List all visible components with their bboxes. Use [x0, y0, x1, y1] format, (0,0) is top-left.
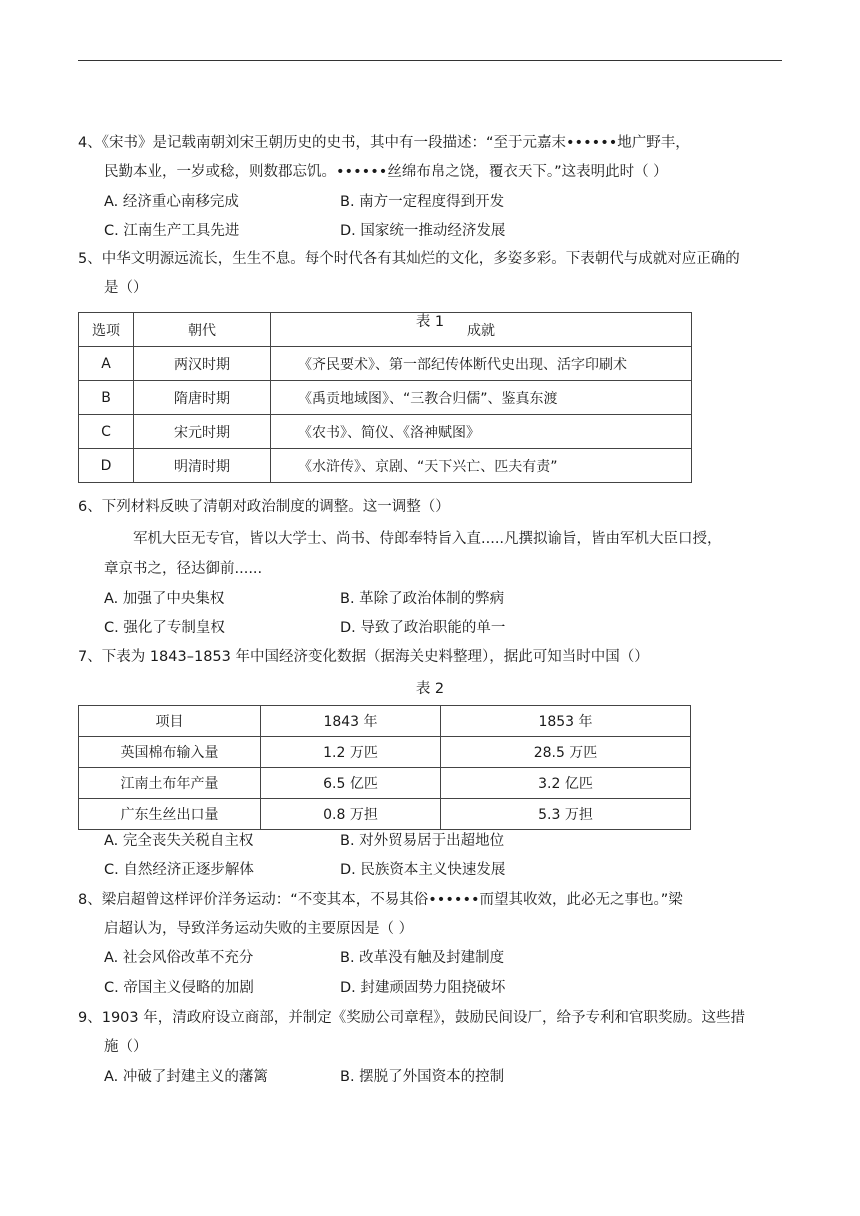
- table-cell: 两汉时期: [134, 347, 271, 381]
- table-row: [79, 347, 692, 381]
- table1-caption: 表 1: [415, 314, 445, 330]
- q9-stem-line1: 9、1903 年，清政府设立商部，并制定《奖励公司章程》，鼓励民间设厂，给予专利和官职奖励。这些措: [78, 1010, 745, 1026]
- table2-caption: 表 2: [415, 681, 445, 697]
- q4-option-d: D. 国家统一推动经济发展: [340, 223, 506, 239]
- table-cell: 3.2 亿匹: [441, 768, 691, 799]
- table2-header-cell: 项目: [79, 706, 261, 737]
- table2-header-cell: 1853 年: [441, 706, 691, 737]
- table-cell: 28.5 万匹: [441, 737, 691, 768]
- q6-option-b: B. 革除了政治体制的弊病: [340, 591, 505, 607]
- table-cell: 宋元时期: [134, 415, 271, 449]
- q8-stem-line1: 8、梁启超曾这样评价洋务运动：“不变其本，不易其俗••••••而望其收效，此必无之事也。”梁: [78, 892, 683, 908]
- table-row: [79, 768, 691, 799]
- q9-option-a: A. 冲破了封建主义的藩篱: [104, 1069, 268, 1085]
- table-cell: C: [79, 415, 134, 449]
- q7-stem-line1: 7、下表为 1843–1853 年中国经济变化数据（据海关史料整理），据此可知当时中国（）: [78, 649, 649, 665]
- table-cell: 广东生丝出口量: [79, 799, 261, 830]
- q8-option-a: A. 社会风俗改革不充分: [104, 950, 254, 966]
- q7-option-b: B. 对外贸易居于出超地位: [340, 833, 505, 849]
- q7-option-d: D. 民族资本主义快速发展: [340, 862, 506, 878]
- q7-option-a: A. 完全丧失关税自主权: [104, 833, 254, 849]
- q5-stem-line1: 5、中华文明源远流长，生生不息。每个时代各有其灿烂的文化，多姿多彩。下表朝代与成就对应正确的: [78, 251, 740, 267]
- table-cell: B: [79, 381, 134, 415]
- q8-stem-line2: 启超认为，导致洋务运动失败的主要原因是（ ）: [104, 921, 414, 937]
- table-cell: 1.2 万匹: [261, 737, 441, 768]
- table1-header-cell: 选项: [79, 313, 134, 347]
- q4-option-b: B. 南方一定程度得到开发: [340, 194, 505, 210]
- table-cell: 隋唐时期: [134, 381, 271, 415]
- table-cell: D: [79, 449, 134, 483]
- table2: [78, 705, 691, 830]
- table2-header-cell: 1843 年: [261, 706, 441, 737]
- q4-stem-line2: 民勤本业，一岁或稔，则数郡忘饥。••••••丝绵布帛之饶，覆衣天下。”这表明此时（ ）: [104, 164, 668, 180]
- table-cell: 英国棉布输入量: [79, 737, 261, 768]
- table-cell: 《齐民要术》、第一部纪传体断代史出现、活字印刷术: [271, 347, 692, 381]
- q4-option-c: C. 江南生产工具先进: [104, 223, 240, 239]
- table-cell: 《水浒传》、京剧、“天下兴亡、匹夫有责”: [271, 449, 692, 483]
- table-row: [79, 449, 692, 483]
- table-cell: 《农书》、简仪、《洛神赋图》: [271, 415, 692, 449]
- q6-option-a: A. 加强了中央集权: [104, 591, 225, 607]
- table-cell: 5.3 万担: [441, 799, 691, 830]
- q5-stem-line2: 是（）: [104, 280, 148, 296]
- q6-option-d: D. 导致了政治职能的单一: [340, 620, 506, 636]
- q7-option-c: C. 自然经济正逐步解体: [104, 862, 254, 878]
- table-cell: 江南土布年产量: [79, 768, 261, 799]
- table1-header-cell: 朝代: [134, 313, 271, 347]
- table1: [78, 312, 692, 483]
- table1-header-row: [79, 313, 692, 347]
- q6-quote-line2: 章京书之，径达御前......: [104, 561, 263, 577]
- q9-option-b: B. 摆脱了外国资本的控制: [340, 1069, 505, 1085]
- table-row: [79, 737, 691, 768]
- q6-quote-line1: 军机大臣无专官，皆以大学士、尚书、侍郎奉特旨入直.....凡撰拟谕旨，皆由军机大臣口授，: [133, 531, 722, 547]
- q8-option-b: B. 改革没有触及封建制度: [340, 950, 505, 966]
- table-cell: 6.5 亿匹: [261, 768, 441, 799]
- q9-stem-line2: 施（）: [104, 1039, 148, 1055]
- q8-option-d: D. 封建顽固势力阻挠破坏: [340, 980, 506, 996]
- table-row: [79, 381, 692, 415]
- q6-option-c: C. 强化了专制皇权: [104, 620, 225, 636]
- table-cell: 0.8 万担: [261, 799, 441, 830]
- table-row: [79, 799, 691, 830]
- header-rule: [78, 60, 782, 61]
- table1-header-cell: 成就: [271, 313, 692, 347]
- table2-header-row: [79, 706, 691, 737]
- q8-option-c: C. 帝国主义侵略的加剧: [104, 980, 254, 996]
- q4-stem-line1: 4、《宋书》是记载南朝刘宋王朝历史的史书，其中有一段描述：“至于元嘉末••••••地广野丰，: [78, 135, 690, 151]
- table-cell: A: [79, 347, 134, 381]
- table-row: [79, 415, 692, 449]
- q4-option-a: A. 经济重心南移完成: [104, 194, 239, 210]
- table-cell: 《禹贡地域图》、“三教合归儒”、鉴真东渡: [271, 381, 692, 415]
- q6-stem-line1: 6、下列材料反映了清朝对政治制度的调整。这一调整（）: [78, 499, 450, 515]
- table-cell: 明清时期: [134, 449, 271, 483]
